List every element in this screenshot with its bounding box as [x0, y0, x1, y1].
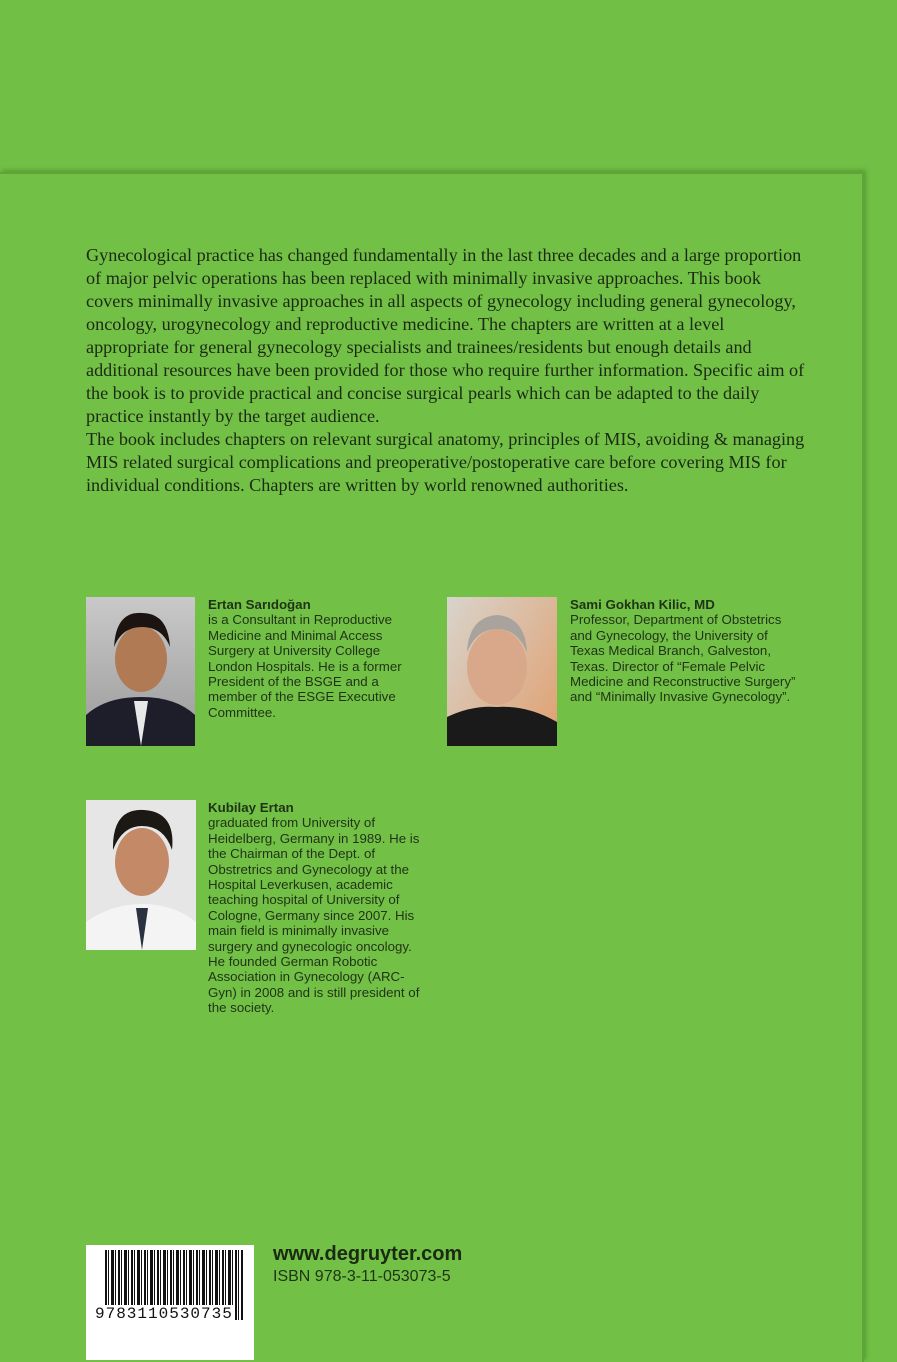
description-paragraph-1: Gynecological practice has changed fundamentally in the last three decades and a large proportion of major pelvic operations has been replaced with minimally invasive approaches. This book covers minimally invasive approaches in all aspects of gynecology including general gynecology, oncology, urogynecology and reproductive medicine. The chapters are written at a level appropriate for general gynecology specialists and trainees/residents but enough details and additional resources have been provided for those who require further information. Specific aim of the book is to provide practical and concise surgical pearls which can be adapted to the daily practice instantly by the target audience. [86, 245, 805, 426]
author-name: Ertan Sarıdoğan [208, 597, 311, 612]
author-name: Sami Gokhan Kilic, MD [570, 597, 715, 612]
author-name: Kubilay Ertan [208, 800, 294, 815]
publisher-url[interactable]: www.degruyter.com [273, 1243, 463, 1265]
author-bio-kilic [570, 597, 800, 705]
portrait-icon [447, 597, 557, 746]
portrait-icon [86, 597, 195, 746]
author-photo-ertan [86, 800, 196, 950]
barcode-number: 9783110530735 [95, 1305, 233, 1323]
author-photo-kilic [447, 597, 557, 746]
isbn-barcode [86, 1245, 254, 1360]
author-bio: Professor, Department of Obstetrics and Gynecology, the University of Texas Medical Branch, Galveston, Texas. Director of “Female Pelvic Medicine and Reconstructive Surgery” and “Minimally Invasive Gynecology”. [570, 612, 796, 705]
portrait-icon [86, 800, 196, 950]
author-bio: graduated from University of Heidelberg, Germany in 1989. He is the Chairman of the Dept. of Obstretrics and Gynecology at the Hospital Leverkusen, academic teaching hospital of University of Cologne, Germany since 2007. His main field is minimally invasive surgery and gynecologic oncology. He founded German Robotic Association in Gynecology (ARC-Gyn) in 2008 and is still president of the society. [208, 815, 420, 1016]
author-photo-saridogan [86, 597, 195, 746]
author-bio-saridogan [208, 597, 428, 720]
isbn-text: ISBN 978-3-11-053073-5 [273, 1268, 451, 1285]
author-bio: is a Consultant in Reproductive Medicine and Minimal Access Surgery at University College London Hospitals. He is a former President of the BSGE and a member of the ESGE Executive Committee. [208, 612, 402, 720]
author-bio-ertan [208, 800, 423, 1016]
book-description [86, 244, 806, 497]
description-paragraph-2: The book includes chapters on relevant surgical anatomy, principles of MIS, avoiding & managing MIS related surgical complications and preoperative/postoperative care before covering MIS for individual conditions. Chapters are written by world renowned authorities. [86, 429, 805, 495]
